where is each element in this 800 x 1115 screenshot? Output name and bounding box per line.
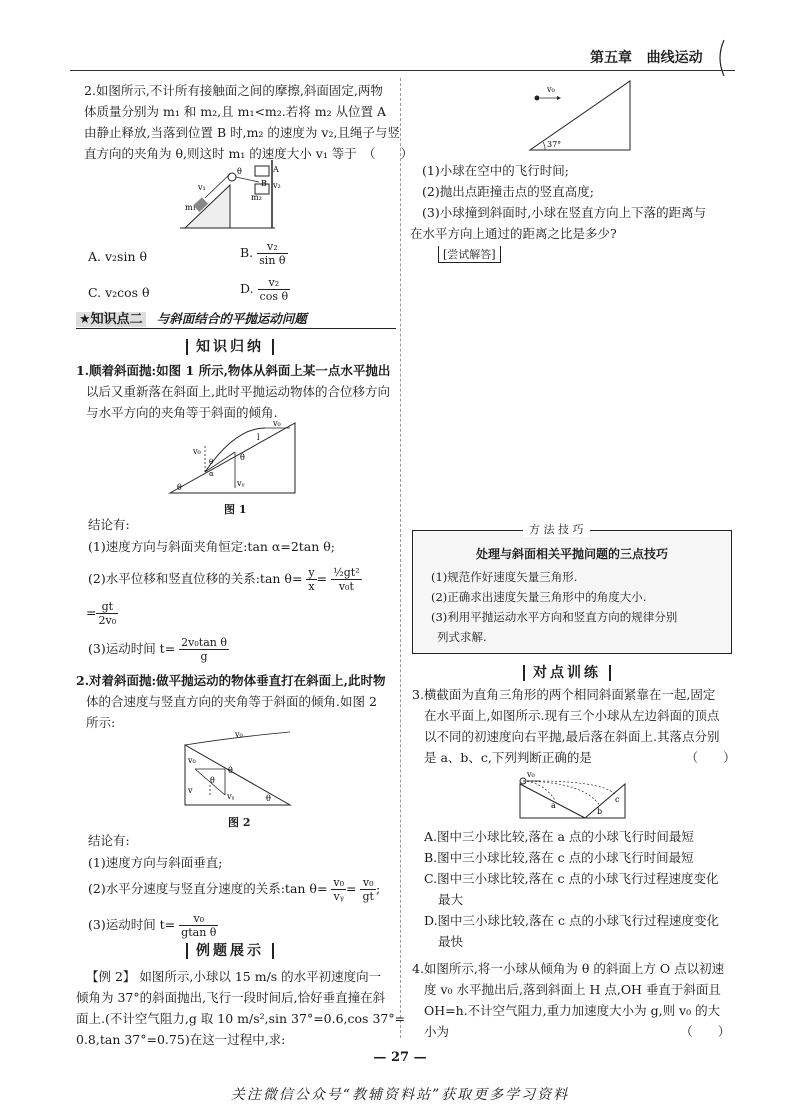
practice-title: 对点训练 bbox=[523, 665, 611, 681]
svg-text:v₀: v₀ bbox=[193, 447, 201, 456]
example-title: 例题展示 bbox=[186, 943, 274, 959]
p1-line: 1.顺着斜面抛:如图 1 所示,物体从斜面上某一点水平抛出 bbox=[76, 363, 391, 378]
figure-2-perpendicular-hit bbox=[180, 727, 295, 809]
column-divider bbox=[400, 78, 402, 1038]
svg-text:v₀: v₀ bbox=[235, 730, 243, 739]
q2-option-d-den: cos θ bbox=[259, 290, 289, 303]
p2-line: 所示: bbox=[86, 715, 116, 730]
header-bracket bbox=[712, 38, 732, 78]
question-2 bbox=[84, 80, 413, 164]
knowledge-summary-title: 知识归纳 bbox=[186, 339, 274, 355]
svg-text:a: a bbox=[551, 801, 556, 810]
p1-c2-den1: x bbox=[308, 580, 315, 593]
svg-text:v₂: v₂ bbox=[273, 181, 281, 190]
q2-option-b-den: sin θ bbox=[259, 254, 286, 267]
q3-option-d: D.图中三小球比较,落在 c 点的小球飞行过程速度变化 bbox=[424, 913, 719, 928]
q2-option-d-label: D. bbox=[240, 281, 254, 296]
figure-2-caption: 图 2 bbox=[228, 816, 251, 829]
footer-note: 关注微信公众号“教辅资料站”获取更多学习资料 bbox=[230, 1087, 570, 1103]
p1-conclusion-3 bbox=[88, 636, 229, 663]
ex2-line: 倾角为 37°的斜面抛出,飞行一段时间后,恰好垂直撞在斜 bbox=[76, 990, 386, 1005]
q2-option-b-num: v₂ bbox=[257, 240, 287, 254]
ex2-subq: 在水平方向上通过的距离之比是多少? bbox=[410, 226, 617, 241]
svg-text:v₀: v₀ bbox=[547, 85, 555, 94]
example-2-questions bbox=[410, 160, 706, 244]
svg-text:m₂: m₂ bbox=[251, 193, 262, 202]
svg-text:B: B bbox=[261, 179, 267, 188]
svg-text:v₀: v₀ bbox=[273, 419, 281, 428]
p1-c3-den: g bbox=[200, 650, 208, 663]
q3-option-b: B.图中三小球比较,落在 c 点的小球飞行时间最短 bbox=[424, 850, 694, 865]
section-title: 与斜面结合的平抛运动问题 bbox=[156, 311, 307, 326]
svg-text:v₁: v₁ bbox=[198, 183, 206, 192]
q4-line: 度 v₀ 水平抛出后,落到斜面上 H 点,OH 垂直于斜面且 bbox=[424, 982, 721, 997]
method-item: 列式求解. bbox=[437, 630, 487, 644]
q2-option-c: C. v₂cos θ bbox=[88, 285, 150, 300]
p2-conclusion-1: (1)速度方向与斜面垂直; bbox=[88, 855, 223, 870]
svg-text:c: c bbox=[615, 795, 620, 804]
svg-text:vᵧ: vᵧ bbox=[237, 479, 245, 488]
figure-1-caption: 图 1 bbox=[224, 503, 247, 516]
try-answer-label: [尝试解答] bbox=[438, 246, 501, 263]
p1-line: 与水平方向的夹角等于斜面的倾角. bbox=[86, 405, 278, 420]
chapter-title: 曲线运动 bbox=[646, 50, 703, 66]
q3-line: 以不同的初速度向右平抛,最后落在斜面上.其落点分别 bbox=[424, 729, 720, 744]
p1-conclusion-label: 结论有: bbox=[88, 517, 130, 532]
paragraph-2 bbox=[76, 670, 386, 733]
chapter-number: 第五章 bbox=[590, 50, 632, 66]
q4-line: OH=h.不计空气阻力,重力加速度大小为 g,则 v₀ 的大 bbox=[424, 1003, 721, 1018]
q2-option-b bbox=[240, 240, 288, 267]
chapter-header bbox=[590, 47, 703, 67]
question-4 bbox=[412, 958, 730, 1042]
svg-text:v: v bbox=[188, 786, 193, 795]
method-item: (3)利用平抛运动水平方向和竖直方向的规律分别 bbox=[431, 610, 678, 624]
svg-text:θ: θ bbox=[240, 453, 245, 462]
q2-line: 直方向的夹角为 θ,则这时 m₁ 的速度大小 v₁ 等于 （ ） bbox=[84, 146, 414, 161]
svg-text:m₁: m₁ bbox=[185, 203, 196, 212]
svg-text:θ: θ bbox=[237, 167, 242, 176]
svg-text:vᵧ: vᵧ bbox=[227, 792, 235, 801]
p2-c3-den: gtan θ bbox=[181, 926, 217, 939]
svg-text:b: b bbox=[597, 807, 603, 816]
p1-c2b-num: gt bbox=[96, 600, 118, 614]
p2-c2-num1: v₀ bbox=[333, 876, 345, 889]
p2-line: 体的合速度与竖直方向的夹角等于斜面的倾角.如图 2 bbox=[86, 694, 377, 709]
p1-c2b-den: 2v₀ bbox=[98, 614, 117, 627]
section-star-label: ★知识点二 bbox=[76, 312, 146, 327]
p1-c2-den2: v₀t bbox=[338, 580, 354, 593]
p1-conclusion-2: (2)水平位移和竖直位移的关系:tan θ= $\frac{y}{x}$ = $\frac{\text{½gt²}}{\text{v₀t}}$ bbox=[88, 566, 360, 593]
q3-line: 3.横截面为直角三角形的两个相同斜面紧靠在一起,固定 bbox=[412, 687, 716, 702]
svg-text:v₀: v₀ bbox=[527, 770, 535, 779]
q2-line: 由静止释放,当落到位置 B 时,m₂ 的速度为 v₂,且绳子与竖 bbox=[84, 125, 400, 140]
method-tag: 方 法 技 巧 bbox=[523, 521, 590, 537]
p2-conclusion-3 bbox=[88, 912, 218, 939]
p2-line: 2.对着斜面抛:做平抛运动的物体垂直打在斜面上,此时物 bbox=[76, 673, 386, 688]
method-item: (2)正确求出速度矢量三角形中的角度大小. bbox=[431, 590, 647, 604]
p2-c2-num2: v₀ bbox=[360, 876, 375, 890]
q2-line: 2.如图所示,不计所有接触面之间的摩擦,斜面固定,两物 bbox=[84, 83, 383, 98]
p1-conclusion-2b: = $\frac{gt}{\text{2v₀}}$ bbox=[86, 600, 117, 627]
q2-option-b-label: B. bbox=[240, 245, 254, 260]
example-heading bbox=[175, 940, 285, 960]
p2-conclusion-2: (2)水平分速度与竖直分速度的关系:tan θ= $\frac{\text{v₀}}{\text{vᵧ}}$ = $\frac{\text{v₀}}{gt}$ ; bbox=[88, 876, 381, 903]
method-tips-box bbox=[412, 523, 732, 654]
figure-1-slope-throw bbox=[165, 418, 300, 498]
p1-line: 以后又重新落在斜面上,此时平抛运动物体的合位移方向 bbox=[86, 384, 390, 399]
p1-c2-num2: ½gt² bbox=[333, 566, 360, 579]
svg-text:l: l bbox=[257, 433, 260, 442]
question-3-options bbox=[424, 826, 719, 952]
ex2-line: 0.8,tan 37°=0.75)在这一过程中,求: bbox=[76, 1032, 286, 1047]
q3-line: 是 a、b、c,下列判断正确的是 （ ） bbox=[424, 750, 736, 765]
paragraph-1 bbox=[76, 360, 390, 423]
knowledge-summary-heading bbox=[175, 336, 285, 356]
pulley-figure bbox=[175, 160, 295, 235]
q2-option-d-num: v₂ bbox=[258, 276, 291, 290]
q3-option-d-cont: 最快 bbox=[438, 934, 464, 949]
page-number: — 27 — bbox=[373, 1050, 427, 1065]
p1-c2-num1: y bbox=[308, 566, 315, 579]
p1-c3-prefix: (3)运动时间 t= bbox=[88, 641, 176, 656]
q3-line: 在水平面上,如图所示.现有三个小球从左边斜面的顶点 bbox=[424, 708, 720, 723]
question-3 bbox=[412, 684, 736, 768]
ex2-line: 【例 2】 如图所示,小球以 15 m/s 的水平初速度向一 bbox=[86, 969, 382, 984]
svg-text:θ: θ bbox=[209, 458, 214, 466]
example-2 bbox=[76, 966, 405, 1050]
q3-option-c: C.图中三小球比较,落在 c 点的小球飞行过程速度变化 bbox=[424, 871, 719, 886]
q3-option-a: A.图中三小球比较,落在 a 点的小球飞行时间最短 bbox=[424, 829, 694, 844]
svg-text:37°: 37° bbox=[547, 140, 562, 149]
ex2-subq: (3)小球撞到斜面时,小球在竖直方向上下落的距离与 bbox=[422, 205, 707, 220]
svg-text:v₀: v₀ bbox=[188, 756, 196, 765]
svg-text:A: A bbox=[273, 165, 279, 174]
ex2-subq: (2)抛出点距撞击点的竖直高度; bbox=[422, 184, 594, 199]
svg-text:θ: θ bbox=[210, 776, 215, 785]
p2-c3-prefix: (3)运动时间 t= bbox=[88, 917, 176, 932]
practice-heading bbox=[512, 662, 622, 682]
example-2-figure bbox=[525, 76, 635, 154]
p2-c2-prefix: (2)水平分速度与竖直分速度的关系:tan θ= bbox=[88, 881, 328, 896]
q4-line: 小为 （ ） bbox=[424, 1024, 731, 1039]
ex2-line: 面上.(不计空气阻力,g 取 10 m/s²,sin 37°=0.6,cos 37°= bbox=[76, 1011, 406, 1026]
p2-c3-num: v₀ bbox=[179, 912, 218, 926]
section-heading bbox=[76, 308, 396, 329]
method-item: (1)规范作好速度矢量三角形. bbox=[431, 570, 578, 584]
p2-conclusion-label: 结论有: bbox=[88, 833, 130, 848]
q2-line: 体质量分别为 m₁ 和 m₂,且 m₁<m₂.若将 m₂ 从位置 A bbox=[84, 104, 387, 119]
ex2-subq: (1)小球在空中的飞行时间; bbox=[422, 163, 569, 178]
q3-two-slopes-figure bbox=[515, 770, 630, 822]
q2-option-d bbox=[240, 276, 290, 303]
p1-conclusion-1: (1)速度方向与斜面夹角恒定:tan α=2tan θ; bbox=[88, 539, 336, 554]
q3-option-c-cont: 最大 bbox=[438, 892, 464, 907]
p2-c2-den2: gt bbox=[362, 890, 374, 903]
svg-text:θ: θ bbox=[228, 766, 233, 775]
header-rule bbox=[70, 70, 735, 71]
svg-text:θ: θ bbox=[266, 794, 271, 803]
method-title: 处理与斜面相关平抛问题的三点技巧 bbox=[475, 547, 668, 561]
svg-text:θ: θ bbox=[177, 483, 182, 492]
p1-c2-prefix: (2)水平位移和竖直位移的关系:tan θ= bbox=[88, 571, 303, 586]
p2-c2-den1: vᵧ bbox=[333, 890, 344, 903]
q2-option-a: A. v₂sin θ bbox=[88, 249, 148, 264]
p1-c3-num: 2v₀tan θ bbox=[181, 636, 227, 649]
svg-text:α: α bbox=[209, 470, 214, 478]
q4-line: 4.如图所示,将一小球从倾角为 θ 的斜面上方 O 点以初速 bbox=[412, 961, 725, 976]
